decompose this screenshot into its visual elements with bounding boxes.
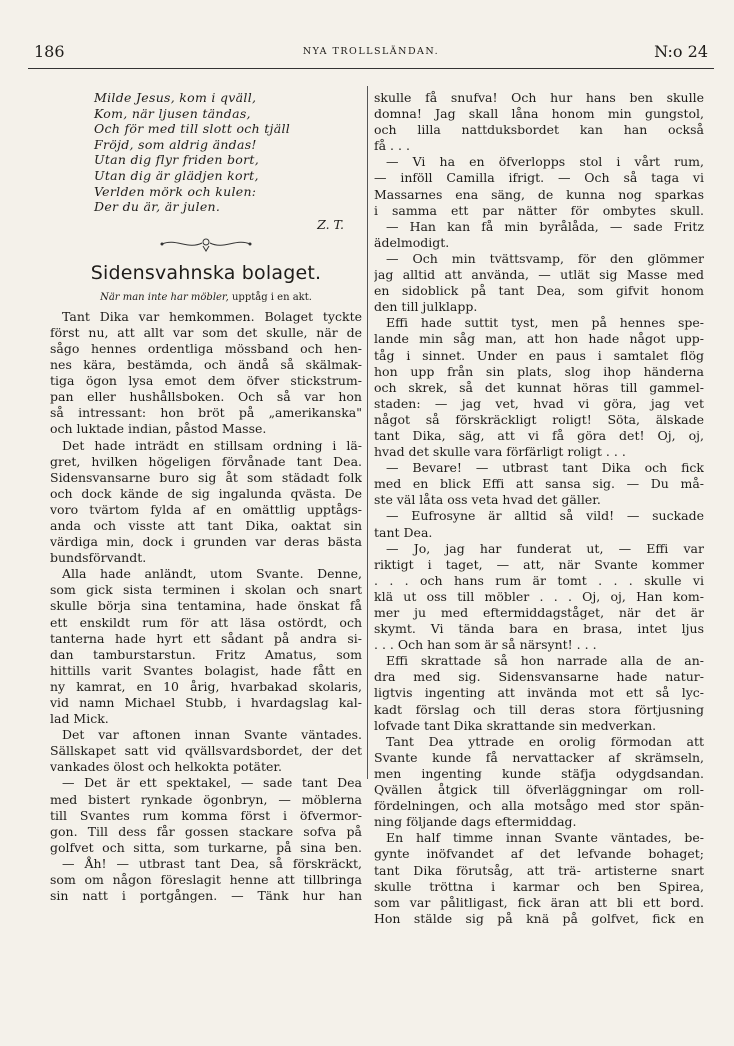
text-line: gynte inöfvandet af det lefvande bohaget; <box>374 846 704 862</box>
poem-line: Fröjd, som aldrig ändas! <box>94 136 257 152</box>
text-line: golfvet och sitta, som turkarne, på sina ben. <box>50 839 362 855</box>
poem <box>94 90 362 215</box>
text-line: och skrek, så det kunnat höras till gammel- <box>374 379 704 395</box>
text-line: Qvällen åtgick till öfverläggningar om roll- <box>374 782 704 798</box>
text-line: — Vi ha en öfverlopps stol i vårt rum, <box>386 154 704 170</box>
left-column <box>50 90 362 904</box>
text-line: lofvade tant Dika skrattande sin medverkan. <box>374 717 657 733</box>
text-line: Det hade inträdt en stillsam ordning i lä- <box>62 437 362 453</box>
text-line: ning följande dags eftermiddag. <box>374 814 577 830</box>
text-line: . . . och hans rum är tomt . . . skulle vi <box>374 572 704 588</box>
text-line: jag alltid att använda, — utlät sig Masse med <box>374 267 704 283</box>
text-line: hittills varit Svantes bolagist, hade fått en <box>50 662 362 678</box>
text-line: fördelningen, och alla motsågo med stor spän- <box>374 798 704 814</box>
text-line: som om någon föreslagit henne att tillbringa <box>50 872 362 888</box>
story-subtitle <box>50 292 362 303</box>
text-line: i samma ett par nätter för ombytes skull. <box>374 202 704 218</box>
text-line: — Och min tvättsvamp, för den glömmer <box>386 250 704 266</box>
text-line: riktigt i taget, — att, när Svante kommer <box>374 556 704 572</box>
text-line: mer ju med eftermiddagståget, när det är <box>374 605 704 620</box>
text-line: Tant Dea yttrade en orolig förmodan att <box>386 733 704 749</box>
text-line: . . . Och han som är så närsynt! . . . <box>374 637 597 653</box>
page-header <box>28 40 714 69</box>
right-body-text <box>374 90 704 927</box>
text-line: med bistert rynkade ögonbryn, — möblerna <box>50 791 362 807</box>
poem-line: Verlden mörk och kulen: <box>94 183 257 199</box>
text-line: Det var aftonen innan Svante väntades. <box>62 727 362 743</box>
left-body-text <box>50 309 362 904</box>
story-subtitle-italic: När man inte har möbler, <box>100 291 229 303</box>
poem-line: Utan dig är glädjen kort, <box>94 167 259 183</box>
text-line: — Jo, jag har funderat ut, — Effi var <box>386 540 704 556</box>
text-line: vankades ölost och helkokta potäter. <box>50 759 282 775</box>
text-line: lande min såg man, att hon hade något upp- <box>374 331 704 347</box>
text-line: anda och visste att tant Dika, oaktat sin <box>50 517 362 533</box>
text-line: gret, hvilken högeligen förvånade tant Dea. <box>50 453 362 469</box>
text-line: som gick sista terminen i skolan och snart <box>50 582 362 598</box>
text-line: Hon stälde sig på knä på golfvet, fick en <box>374 910 704 926</box>
text-line: klä ut oss till möbler . . . Oj, oj, Han kom- <box>374 588 704 604</box>
text-line: tanterna hade hyrt ett sådant på andra si- <box>50 630 362 646</box>
text-line: nes kära, bestämda, och ändå så skälmak- <box>50 357 362 373</box>
text-line: — Eufrosyne är alltid så vild! — suckade <box>386 508 704 524</box>
text-line: och luktade indian, påstod Masse. <box>50 421 267 437</box>
poem-line: Kom, när ljusen tändas, <box>94 105 251 121</box>
ornament-icon <box>158 234 254 254</box>
text-line: Sidensvansarne buro sig åt som städadt folk <box>50 469 362 485</box>
text-line: Svante kunde få nervattacker af skrämseln, <box>374 749 704 765</box>
text-line: dra med sig. Sidensvansarne hade natur- <box>374 669 704 685</box>
text-line: Effi hade suttit tyst, men på hennes spe- <box>386 315 704 331</box>
right-column <box>374 90 704 927</box>
text-line: den till julklapp. <box>374 299 478 315</box>
poem-signature: Z. T. <box>317 216 344 232</box>
text-line: men ingenting kunde stäfja odygdsandan. <box>374 765 704 781</box>
text-line: tiga ögon lysa emot dem öfver stickstrum- <box>50 373 362 389</box>
text-line: och dock kände de sig ingalunda qvästa. De <box>50 485 362 501</box>
text-line: först nu, att allt var som det skulle, när de <box>50 324 362 340</box>
text-line: tant Dea. <box>374 524 433 540</box>
text-line: sågo hennes ordentliga mössband och hen- <box>50 340 362 356</box>
text-line: voro tvärtom fylda af en omättlig upptågs- <box>50 501 362 517</box>
poem-line: Milde Jesus, kom i qväll, <box>94 90 257 105</box>
text-line: Alla hade anländt, utom Svante. Denne, <box>62 566 362 582</box>
text-line: — Han kan få min byrålåda, — sade Fritz <box>386 218 704 234</box>
text-line: ste väl låta oss veta hvad det gäller. <box>374 492 601 508</box>
text-line: En half timme innan Svante väntades, be- <box>386 830 704 846</box>
text-line: och lilla nattduksbordet kan han också <box>374 122 704 138</box>
text-line: pan eller hushållsboken. Och så var hon <box>50 389 362 405</box>
text-line: ädelmodigt. <box>374 234 450 250</box>
text-line: tåg i sinnet. Under en paus i samtalet flög <box>374 347 704 363</box>
text-line: Effi skrattade så hon narrade alla de an- <box>386 653 704 669</box>
text-line: få . . . <box>374 138 410 154</box>
text-line: med en blick Effi att sansa sig. — Du må- <box>374 476 704 492</box>
text-line: så intressant: hon bröt på „amerikanska" <box>50 405 362 421</box>
text-line: ett enskildt rum för att läsa ostördt, och <box>50 614 362 630</box>
text-line: värdiga min, dock i grunden var deras bästa <box>50 534 362 550</box>
text-line: Tant Dika var hemkommen. Bolaget tyckte <box>62 308 362 324</box>
journal-title: NYA TROLLSLÄNDAN. <box>302 46 440 57</box>
text-line: en sidoblick på tant Dea, som gifvit honom <box>374 283 704 299</box>
page-number: 186 <box>34 42 65 61</box>
text-line: sin natt i portgången. — Tänk hur han <box>50 888 362 904</box>
text-line: till Svantes rum komma först i öfvermor- <box>50 807 362 823</box>
text-line: hvad det skulle vara förfärligt roligt . . . <box>374 444 626 460</box>
text-line: tant Dika, säg, att vi få göra det! Oj, oj, <box>374 427 704 443</box>
column-divider <box>367 86 368 779</box>
text-line: skymt. Vi tända bara en brasa, intet ljus <box>374 621 704 637</box>
text-line: ligtvis ingenting att invända mot ett så lyc- <box>374 685 704 701</box>
text-line: hon upp från sin plats, slog ihop händerna <box>374 363 704 379</box>
story-title: Sidensvahnska bolaget. <box>90 261 322 284</box>
text-line: tant Dika förutsåg, att trä- artisterne snart <box>374 862 704 878</box>
text-line: skulle få snufva! Och hur hans ben skulle <box>374 90 704 105</box>
text-line: ny kamrat, en 10 årig, hvarbakad skolaris, <box>50 678 362 694</box>
poem-line: Utan dig flyr friden bort, <box>94 152 259 168</box>
text-line: skulle börja sina tentamina, hade önskat få <box>50 598 362 614</box>
text-line: staden: — jag vet, hvad vi göra, jag vet <box>374 395 704 411</box>
text-line: — inföll Camilla ifrigt. — Och så taga vi <box>374 170 704 186</box>
poem-line: Och för med till slott och tjäll <box>94 121 291 137</box>
text-line: kadt förslag och till deras stora förtjusning <box>374 701 704 717</box>
text-line: Sällskapet satt vid qvällsvardsbordet, der det <box>50 743 362 759</box>
text-line: vid namn Michael Stubb, i hvardagslag kal- <box>50 695 362 710</box>
story-subtitle-rest: upptåg i en akt. <box>228 291 312 303</box>
text-line: domna! Jag skall låna honom min gungstol, <box>374 106 704 122</box>
text-line: som var pålitligast, fick äran att bli ett bord. <box>374 894 704 910</box>
text-line: lad Mick. <box>50 711 109 727</box>
text-line: Massarnes ena säng, de kunna nog sparkas <box>374 186 704 202</box>
text-line: dan tamburstarstun. Fritz Amatus, som <box>50 646 362 662</box>
text-line: skulle tröttna i karmar och ben Spirea, <box>374 878 704 894</box>
poem-line: Der du är, är julen. <box>94 199 221 215</box>
text-line: — Det är ett spektakel, — sade tant Dea <box>62 775 362 791</box>
issue-number: N:o 24 <box>654 42 708 61</box>
text-line: något så förskräckligt roligt! Söta, älskade <box>374 411 704 427</box>
text-line: bundsförvandt. <box>50 550 147 566</box>
text-line: — Åh! — utbrast tant Dea, så förskräckt, <box>62 855 362 871</box>
text-line: — Bevare! — utbrast tant Dika och fick <box>386 460 704 476</box>
text-line: gon. Till dess får gossen stackare sofva på <box>50 823 362 839</box>
